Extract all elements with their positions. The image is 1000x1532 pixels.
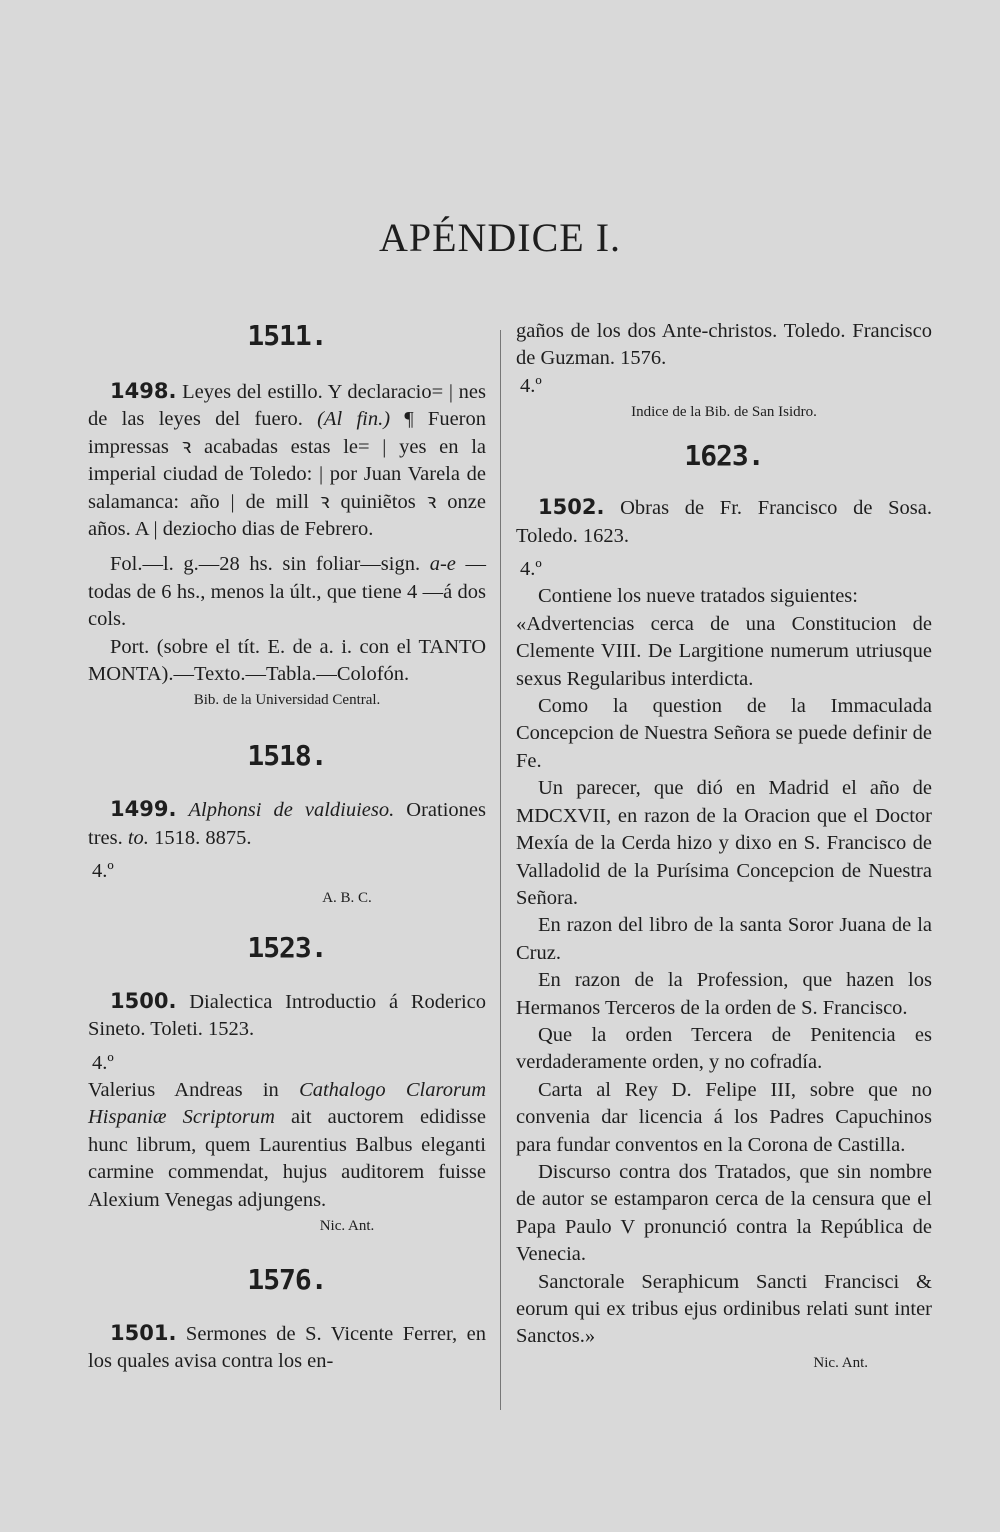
entry-1500-text [88, 988, 486, 1044]
treatise-item: Como la question de la Immaculada Concepcion de Nuestra Señora se puede definir de Fe. [516, 695, 932, 772]
entry-1502-intro: Contiene los nueve tratados siguientes: [538, 585, 858, 608]
note-italic: Cathalogo Clarorum Hispaniæ Scriptorum [88, 1078, 486, 1129]
year-heading-1623: 1623. [684, 439, 764, 473]
entry-1502-source: Nic. Ant. [813, 1354, 868, 1371]
column-divider [500, 330, 501, 1410]
page-title: APÉNDICE I. [378, 215, 622, 260]
note-text: Valerius Andreas in [88, 1078, 300, 1101]
entry-1501-continuation: gaños de los dos Ante-christos. Toledo. Francisco de Guzman. 1576. [516, 320, 932, 370]
entry-number: 1498. [110, 379, 177, 403]
entry-1498-source: Bib. de la Universidad Central. [193, 692, 381, 709]
entry-text: ¶ Fueron impressas ꝛ acabadas estas le= | yes en la imperial ciudad de Toledo: | por Juan Varela de salamanca: año | de mill ꝛ quiniẽtos ꝛ onze años. A | deziocho dias de Febrero. [88, 408, 486, 541]
year-heading-1511: 1511. [247, 319, 327, 352]
description-text: —todas de 6 hs., menos la últ., que tiene 4 —á dos cols. [88, 553, 487, 631]
entry-text: Dialectica Introductio á Roderico Sineto. Toleti. 1523. [88, 990, 486, 1041]
year-heading-1576: 1576. [247, 1262, 327, 1296]
treatise-item: «Advertencias cerca de una Constitucion de Clemente VIII. De Largitione numerum utriusque sexus Regularibus interdicta. [516, 612, 932, 690]
entry-1500-note [88, 1077, 486, 1214]
treatise-item: En razon del libro de la santa Soror Juana de la Cruz. [516, 914, 932, 964]
entry-1500-source: Nic. Ant. [319, 1217, 375, 1234]
entry-1500-size: 4.º [92, 1051, 114, 1074]
description-text: Fol.—l. g.—28 hs. sin foliar—sign. [110, 553, 430, 576]
entry-1498-port: Port. (sobre el tít. E. de a. i. con el TANTO MONTA).—Texto.—Tabla.—Colofón. [88, 635, 486, 686]
note-text: ait auctorem edidisse hunc librum, quem Laurentius Balbus eleganti carmine commendat, hujus auditorem fuisse Alexium Venegas adjungens. [88, 1106, 486, 1211]
entry-text: Obras de Fr. Francisco de Sosa. Toledo. 1623. [516, 497, 932, 547]
entry-number: 1502. [538, 495, 605, 520]
treatise-item: Un parecer, que dió en Madrid el año de MDCXVII, en razon de la Oracion que el Doctor Mexía de la Cerda hizo y dixo en S. Francisco de Valladolid de la Purísima Concepcion de Nuestra Señora. [516, 777, 932, 909]
entry-number: 1499. [110, 797, 177, 822]
entry-number: 1500. [110, 988, 177, 1013]
year-heading-1523: 1523. [247, 930, 327, 964]
entry-1502-size: 4.º [520, 558, 542, 581]
treatise-item: Que la orden Tercera de Penitencia es verdaderamente orden, y no cofradía. [516, 1023, 932, 1074]
treatise-item: Carta al Rey D. Felipe III, sobre que no convenia dar licencia á los Padres Capuchinos para fundar conventos en la Corona de Castilla. [516, 1078, 932, 1156]
entry-1501-source: Indice de la Bib. de San Isidro. [631, 404, 817, 421]
entry-1501-text [88, 1320, 486, 1376]
entry-1499-size: 4.º [92, 860, 114, 883]
entry-text-italic: (Al fin.) [317, 408, 391, 431]
entry-1498-text [88, 378, 486, 543]
entry-1502-text [516, 494, 932, 550]
entry-1498-description [88, 551, 486, 633]
entry-text: Sermones de S. Vicente Ferrer, en los quales avisa contra los en- [88, 1322, 486, 1373]
treatise-item: En razon de la Profession, que hazen los Hermanos Terceros de la orden de S. Francisco. [516, 969, 932, 1019]
treatise-item: Discurso contra dos Tratados, que sin nombre de autor se estamparon cerca de la censura que el Papa Paulo V pronunció contra la República de Venecia. [516, 1160, 932, 1266]
left-column [88, 318, 486, 1376]
entry-1499-source: A. B. C. [322, 889, 372, 906]
entry-text: 1518. 8875. [148, 826, 252, 849]
right-column [516, 318, 932, 1375]
entry-number: 1501. [110, 1320, 177, 1345]
treatise-item: Sanctorale Seraphicum Sancti Francisci & eorum qui ex tribus ejus ordinibus relati sunt inter Sanctos.» [516, 1270, 932, 1348]
year-heading-1518: 1518. [247, 739, 327, 773]
entry-text-italic: to. [127, 826, 149, 849]
description-italic: a-e [429, 553, 456, 576]
entry-text: Leyes del estillo. Y declaracio= | nes de las leyes del fuero. [88, 381, 486, 431]
entry-text: Orationes tres. [88, 799, 487, 849]
entry-1499-text [88, 796, 486, 852]
entry-text-italic: Alphonsi de valdiuieso. [188, 799, 395, 822]
entry-1501-size: 4.º [520, 374, 542, 397]
